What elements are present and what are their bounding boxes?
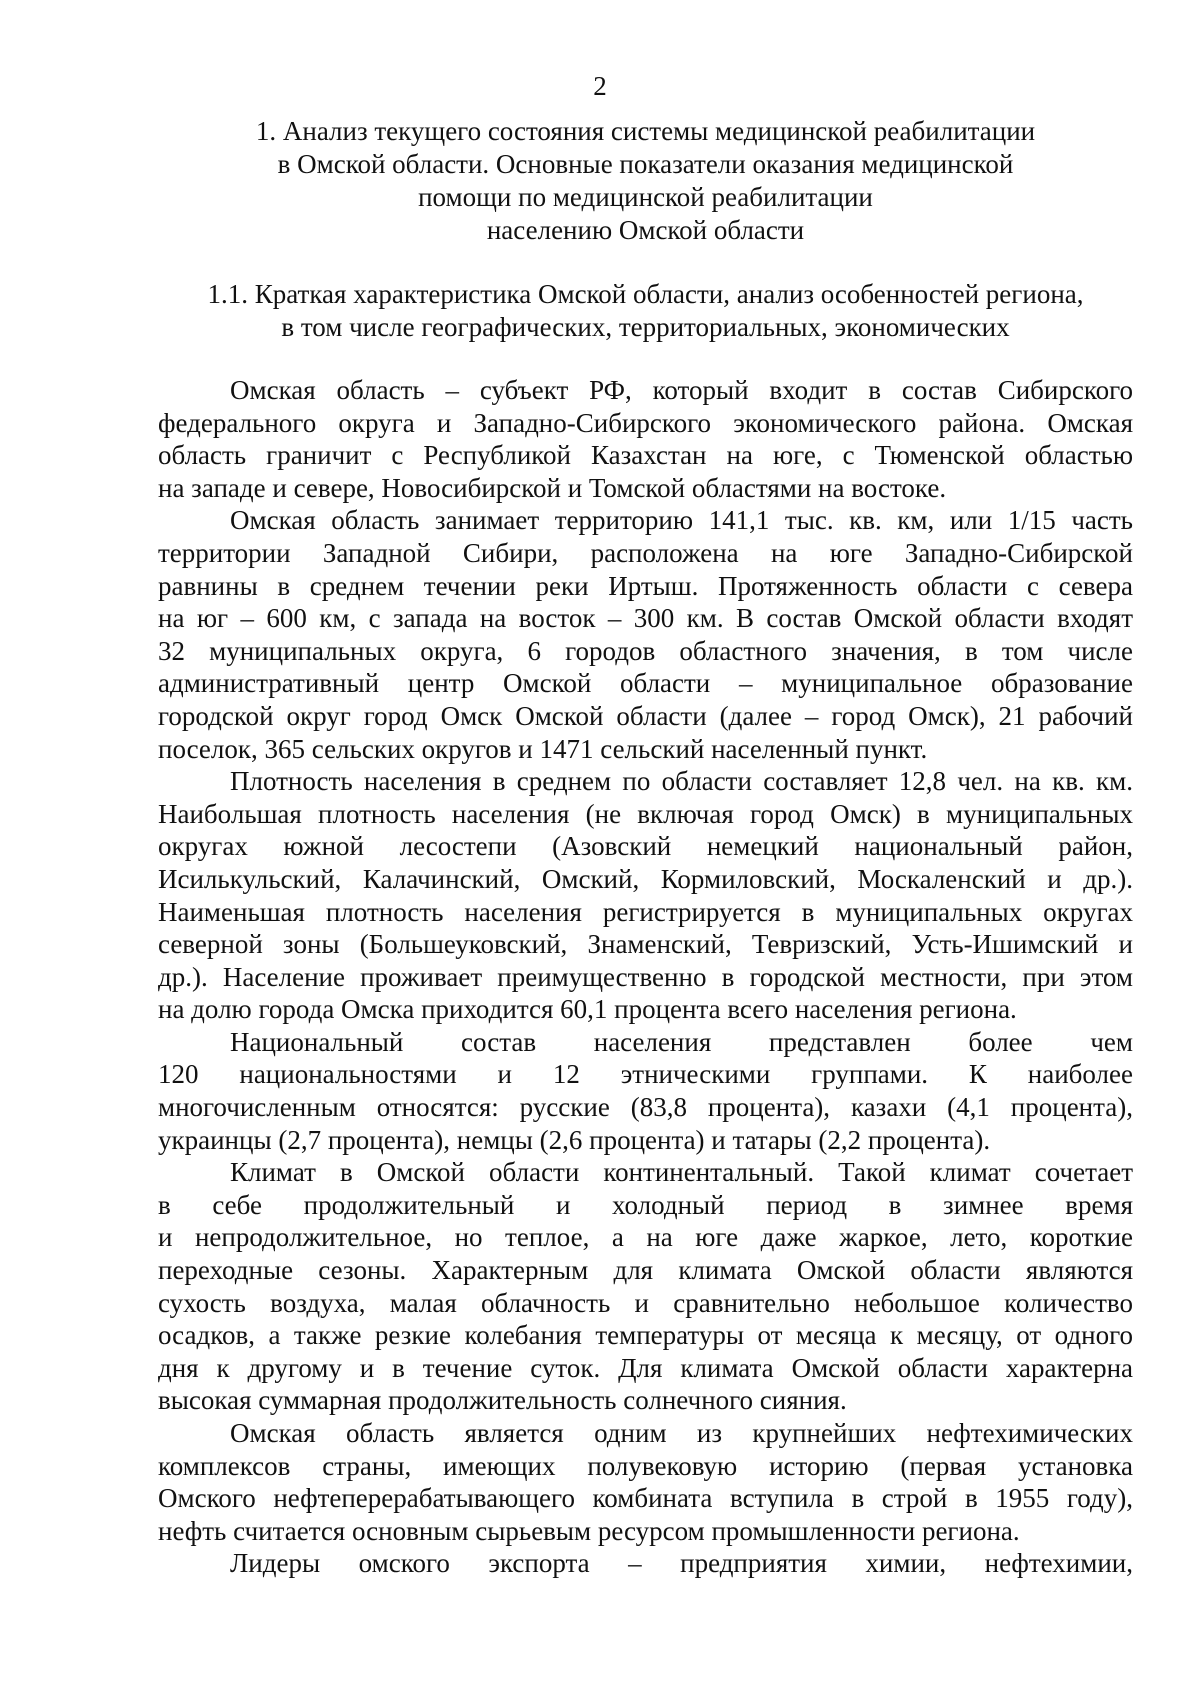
paragraph-line: на долю города Омска приходится 60,1 процента всего населения региона. bbox=[158, 994, 1017, 1025]
paragraph-line: Исилькульский, Калачинский, Омский, Кормиловский, Москаленский и др.). bbox=[158, 863, 1133, 894]
subsection-title bbox=[158, 278, 1133, 344]
paragraph bbox=[158, 374, 1133, 504]
paragraph-line: украинцы (2,7 процента), немцы (2,6 процента) и татары (2,2 процента). bbox=[158, 1124, 991, 1155]
paragraph-line: и непродолжительное, но теплое, а на юге даже жаркое, лето, короткие bbox=[158, 1222, 1133, 1253]
paragraph-line: на западе и севере, Новосибирской и Томской областями на востоке. bbox=[158, 472, 947, 503]
body-text bbox=[158, 374, 1133, 1580]
paragraph-line: дня к другому и в течение суток. Для климата Омской области характерна bbox=[158, 1352, 1133, 1383]
section-title bbox=[158, 115, 1133, 247]
paragraph-line: территории Западной Сибири, расположена на юге Западно-Сибирской bbox=[158, 537, 1133, 568]
paragraph-line: Наименьшая плотность населения регистрируется в муниципальных округах bbox=[158, 896, 1133, 927]
paragraph-line: федерального округа и Западно-Сибирского экономического района. Омская bbox=[158, 407, 1133, 438]
paragraph-line: на юг – 600 км, с запада на восток – 300 км. В состав Омской области входят bbox=[158, 603, 1133, 634]
paragraph-line: Омская область является одним из крупнейших нефтехимических bbox=[230, 1418, 1133, 1448]
paragraph bbox=[158, 765, 1133, 1026]
paragraph-line: Омского нефтеперерабатывающего комбината вступила в строй в 1955 году), bbox=[158, 1483, 1133, 1514]
page-number: 2 bbox=[593, 71, 607, 101]
section-title-line: 1. Анализ текущего состояния системы медицинской реабилитации bbox=[255, 116, 1036, 146]
paragraph-line: Омская область – субъект РФ, который входит в состав Сибирского bbox=[230, 375, 1133, 405]
paragraph-line: Национальный состав населения представлен более чем bbox=[230, 1026, 1133, 1057]
paragraph-line: многочисленным относятся: русские (83,8 процента), казахи (4,1 процента), bbox=[158, 1092, 1133, 1123]
paragraph-line: комплексов страны, имеющих полувековую историю (первая установка bbox=[158, 1450, 1133, 1481]
paragraph-line: область граничит с Республикой Казахстан на юге, с Тюменской областью bbox=[158, 440, 1133, 471]
paragraph bbox=[158, 1026, 1133, 1156]
paragraph-line: городской округ город Омск Омской области (далее – город Омск), 21 рабочий bbox=[158, 700, 1133, 731]
subsection-title-line: в том числе географических, территориальных, экономических bbox=[281, 312, 1010, 342]
paragraph-line: Лидеры омского экспорта – предприятия химии, нефтехимии, bbox=[230, 1548, 1133, 1579]
paragraph-line: Омская область занимает территорию 141,1 тыс. кв. км, или 1/15 часть bbox=[230, 505, 1133, 536]
paragraph-line: др.). Население проживает преимущественно в городской местности, при этом bbox=[158, 961, 1133, 992]
paragraph-line: поселок, 365 сельских округов и 1471 сельский населенный пункт. bbox=[158, 733, 928, 764]
paragraph bbox=[158, 1156, 1133, 1417]
paragraph-line: Наибольшая плотность населения (не включая город Омск) в муниципальных bbox=[158, 798, 1133, 829]
paragraph-line: сухость воздуха, малая облачность и сравнительно небольшое количество bbox=[158, 1287, 1133, 1318]
paragraph-line: Климат в Омской области континентальный. Такой климат сочетает bbox=[230, 1157, 1133, 1188]
paragraph-line: административный центр Омской области – муниципальное образование bbox=[158, 668, 1133, 699]
paragraph-line: осадков, а также резкие колебания температуры от месяца к месяцу, от одного bbox=[158, 1320, 1133, 1351]
paragraph-line: в себе продолжительный и холодный период в зимнее время bbox=[158, 1189, 1133, 1220]
paragraph-line: Плотность населения в среднем по области составляет 12,8 чел. на кв. км. bbox=[230, 766, 1133, 797]
paragraph bbox=[158, 504, 1133, 765]
paragraph-line: 32 муниципальных округа, 6 городов областного значения, в том числе bbox=[158, 635, 1133, 666]
paragraph-line: северной зоны (Большеуковский, Знаменский, Тевризский, Усть-Ишимский и bbox=[158, 929, 1133, 960]
paragraph-line: округах южной лесостепи (Азовский немецкий национальный район, bbox=[158, 831, 1133, 862]
paragraph bbox=[158, 1547, 1133, 1580]
paragraph-line: переходные сезоны. Характерным для климата Омской области являются bbox=[158, 1255, 1133, 1286]
subsection-title-line: 1.1. Краткая характеристика Омской области, анализ особенностей региона, bbox=[207, 279, 1084, 309]
paragraph-line: равнины в среднем течении реки Иртыш. Протяженность области с севера bbox=[158, 570, 1133, 601]
section-title-line: населению Омской области bbox=[486, 215, 805, 245]
paragraph-line: нефть считается основным сырьевым ресурсом промышленности региона. bbox=[158, 1515, 1020, 1546]
section-title-line: в Омской области. Основные показатели оказания медицинской bbox=[277, 149, 1014, 179]
section-title-line: помощи по медицинской реабилитации bbox=[418, 182, 873, 212]
paragraph bbox=[158, 1417, 1133, 1547]
paragraph-line: 120 национальностями и 12 этническими группами. К наиболее bbox=[158, 1059, 1133, 1090]
paragraph-line: высокая суммарная продолжительность солнечного сияния. bbox=[158, 1385, 847, 1416]
